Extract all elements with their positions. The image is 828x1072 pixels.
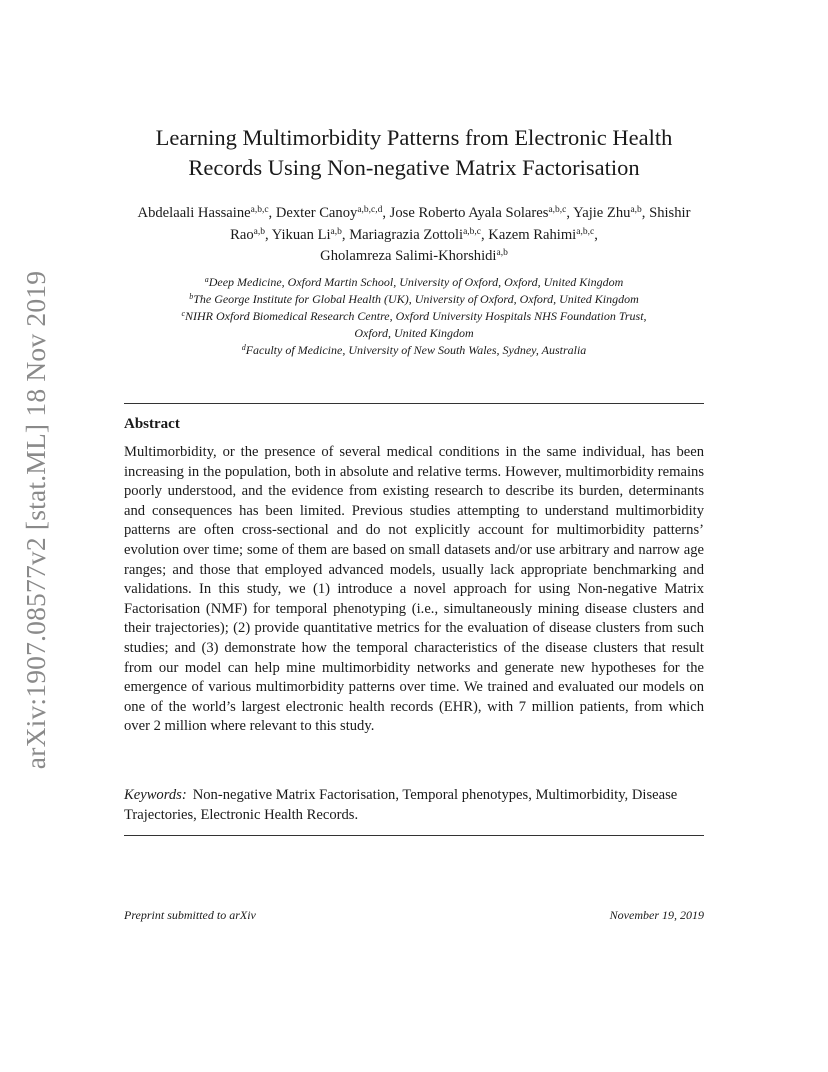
abstract-heading: Abstract	[124, 416, 180, 432]
author: Shishir Rao$^{a,b}$,	[230, 205, 691, 243]
author: Yajie Zhu$^{a,b}$,	[573, 205, 650, 221]
keywords-label: Keywords:	[124, 787, 187, 803]
abstract-bottom-rule	[124, 835, 704, 836]
author: Jose Roberto Ayala Solares$^{a,b,c}$,	[389, 205, 574, 221]
abstract-top-rule	[124, 403, 704, 404]
footer-date: November 19, 2019	[609, 908, 704, 922]
title-line-2: Records Using Non-negative Matrix Factorisation	[188, 155, 640, 180]
keywords	[124, 786, 704, 825]
affiliation: $^c$NIHR Oxford Biomedical Research Centre, Oxford University Hospitals NHS Foundation Trust,	[181, 309, 647, 323]
affiliation: $^d$Faculty of Medicine, University of New South Wales, Sydney, Australia	[241, 343, 587, 357]
abstract-body: Multimorbidity, or the presence of several medical conditions in the same individual, has been increasing in the population, both in absolute and relative terms. However, multimorbidity remains poorly understood, and the evidence from existing research to describe its burden, determinants and consequences has been limited. Previous studies attempting to understand multimorbidity patterns are often cross-sectional and do not explicitly account for multimorbidity patterns’ evolution over time; some of them are based on small datasets and/or use arbitrary and narrow age ranges; and those that employed advanced models, usually lack appropriate benchmarking and validations. In this study, we (1) introduce a novel approach for using Non-negative Matrix Factorisation (NMF) for temporal phenotyping (i.e., simultaneously mining disease clusters and their trajectories); (2) provide quantitative metrics for the evaluation of disease clusters from such studies; and (3) demonstrate how the temporal characteristics of the disease clusters that result from our model can help mine multimorbidity networks and generate new hypotheses for the emergence of various multimorbidity patterns over time. We trained and evaluated our models on one of the world’s largest electronic health records (EHR), with 7 million patients, from which over 2 million where relevant to this study.	[124, 444, 704, 735]
paper-title	[124, 123, 704, 183]
affiliation: $^a$Deep Medicine, Oxford Martin School, University of Oxford, Oxford, United Kingdom	[204, 275, 624, 289]
affiliation-list	[124, 274, 704, 359]
title-line-1: Learning Multimorbidity Patterns from Electronic Health	[155, 125, 673, 150]
affiliation: Oxford, United Kingdom	[354, 326, 474, 340]
author: Yikuan Li$^{a,b}$,	[271, 226, 350, 243]
author: Dexter Canoy$^{a,b,c,d}$,	[275, 205, 390, 221]
keywords-text: Non-negative Matrix Factorisation, Temporal phenotypes, Multimorbidity, Disease Trajectories, Electronic Health Records.	[124, 787, 678, 823]
author: Kazem Rahimi$^{a,b,c}$,	[488, 226, 598, 243]
footer-preprint-note: Preprint submitted to arXiv	[124, 908, 256, 922]
author-list	[124, 203, 704, 268]
author: Gholamreza Salimi-Khorshidi$^{a,b}$	[320, 248, 508, 264]
arxiv-side-stamp: arXiv:1907.08577v2 [stat.ML] 18 Nov 2019	[20, 270, 51, 770]
author: Mariagrazia Zottoli$^{a,b,c}$,	[349, 226, 489, 243]
affiliation: $^b$The George Institute for Global Health (UK), University of Oxford, Oxford, United Kingdom	[189, 292, 639, 306]
author: Abdelaali Hassaine$^{a,b,c}$,	[137, 205, 276, 221]
